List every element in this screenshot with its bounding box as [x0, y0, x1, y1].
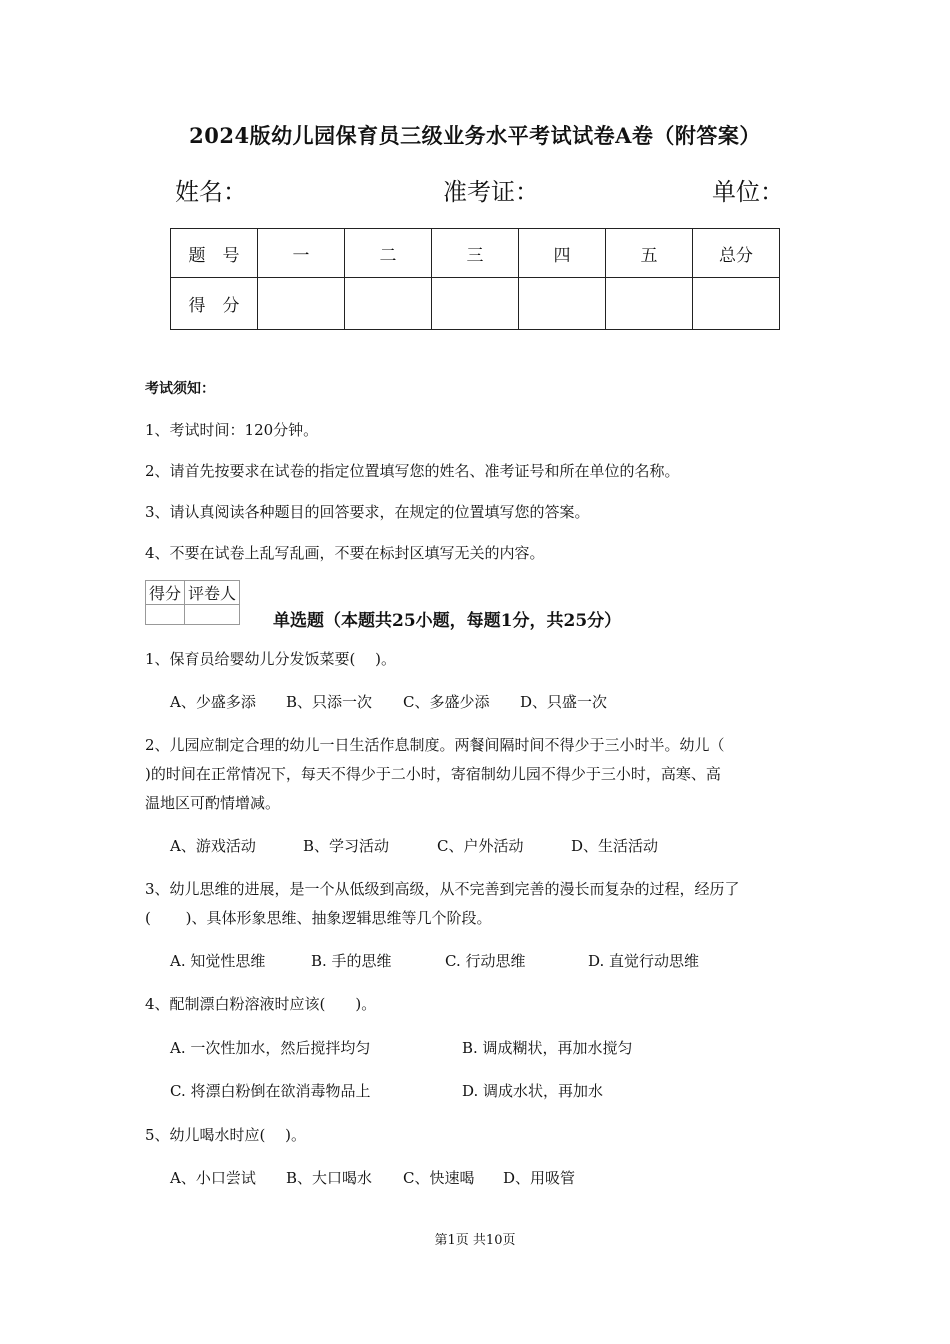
option: D、只盛一次	[520, 693, 608, 711]
notice-heading: 考试须知：	[145, 381, 215, 397]
grader-reviewer-label: 评卷人	[185, 581, 240, 605]
grader-box	[145, 580, 240, 625]
score-header-cell: 题 号	[171, 229, 258, 278]
score-header-cell: 一	[258, 229, 345, 278]
option: B. 手的思维	[311, 952, 392, 970]
name-field-label: 姓名：	[175, 178, 247, 206]
page-footer: 第1页 共10页	[434, 1233, 516, 1248]
option: D. 调成水状，再加水	[462, 1082, 604, 1100]
option: D、生活活动	[571, 837, 659, 855]
question-text: 1、保育员给婴幼儿分发饭菜要( )。	[145, 650, 397, 668]
option: A、小口尝试	[170, 1169, 256, 1187]
option: C、多盛少添	[403, 693, 490, 711]
score-header-cell: 五	[606, 229, 693, 278]
score-cell	[519, 278, 606, 330]
question-text: 温地区可酌情增减。	[145, 794, 281, 812]
option: A、少盛多添	[170, 693, 256, 711]
section-heading: 单选题（本题共25小题，每题1分，共25分）	[273, 611, 622, 631]
grader-score-cell	[146, 605, 185, 625]
score-cell	[606, 278, 693, 330]
option: B、只添一次	[286, 693, 373, 711]
score-row-label: 得 分	[171, 278, 258, 330]
notice-item: 3、请认真阅读各种题目的回答要求，在规定的位置填写您的答案。	[145, 503, 590, 521]
question-text: 3、幼儿思维的进展，是一个从低级到高级，从不完善到完善的漫长而复杂的过程，经历了	[145, 880, 740, 898]
score-cell	[345, 278, 432, 330]
score-cell	[693, 278, 780, 330]
option: A. 知觉性思维	[170, 952, 266, 970]
grader-reviewer-cell	[185, 605, 240, 625]
question-text: 5、幼儿喝水时应( )。	[145, 1126, 307, 1144]
score-cell	[258, 278, 345, 330]
notice-item: 1、考试时间：120分钟。	[145, 421, 319, 439]
option: A、游戏活动	[170, 837, 256, 855]
score-header-cell: 三	[432, 229, 519, 278]
score-header-cell: 总分	[693, 229, 780, 278]
unit-field-label: 单位：	[712, 178, 784, 206]
option: B. 调成糊状，再加水搅匀	[462, 1039, 633, 1057]
exam-id-field-label: 准考证：	[443, 178, 539, 206]
score-header-cell: 四	[519, 229, 606, 278]
question-text: ( )、具体形象思维、抽象逻辑思维等几个阶段。	[145, 909, 492, 927]
option: C. 将漂白粉倒在欲消毒物品上	[170, 1082, 371, 1100]
option: C、快速喝	[403, 1169, 475, 1187]
option: A. 一次性加水，然后搅拌均匀	[170, 1039, 371, 1057]
notice-item: 2、请首先按要求在试卷的指定位置填写您的姓名、准考证号和所在单位的名称。	[145, 462, 680, 480]
exam-title: 2024版幼儿园保育员三级业务水平考试试卷A卷（附答案）	[189, 123, 761, 148]
question-text: 4、配制漂白粉溶液时应该( )。	[145, 995, 377, 1013]
option: D、用吸管	[503, 1169, 576, 1187]
notice-item: 4、不要在试卷上乱写乱画，不要在标封区填写无关的内容。	[145, 544, 545, 562]
grader-score-label: 得分	[146, 581, 185, 605]
question-text: 2、儿园应制定合理的幼儿一日生活作息制度。两餐间隔时间不得少于三小时半。幼儿（	[145, 736, 725, 754]
score-cell	[432, 278, 519, 330]
option: C. 行动思维	[445, 952, 526, 970]
option: B、大口喝水	[286, 1169, 373, 1187]
option: B、学习活动	[303, 837, 390, 855]
question-text: )的时间在正常情况下，每天不得少于二小时，寄宿制幼儿园不得少于三小时，高寒、高	[145, 765, 721, 783]
score-header-cell: 二	[345, 229, 432, 278]
option: C、户外活动	[437, 837, 524, 855]
option: D. 直觉行动思维	[588, 952, 700, 970]
score-table	[170, 228, 780, 330]
